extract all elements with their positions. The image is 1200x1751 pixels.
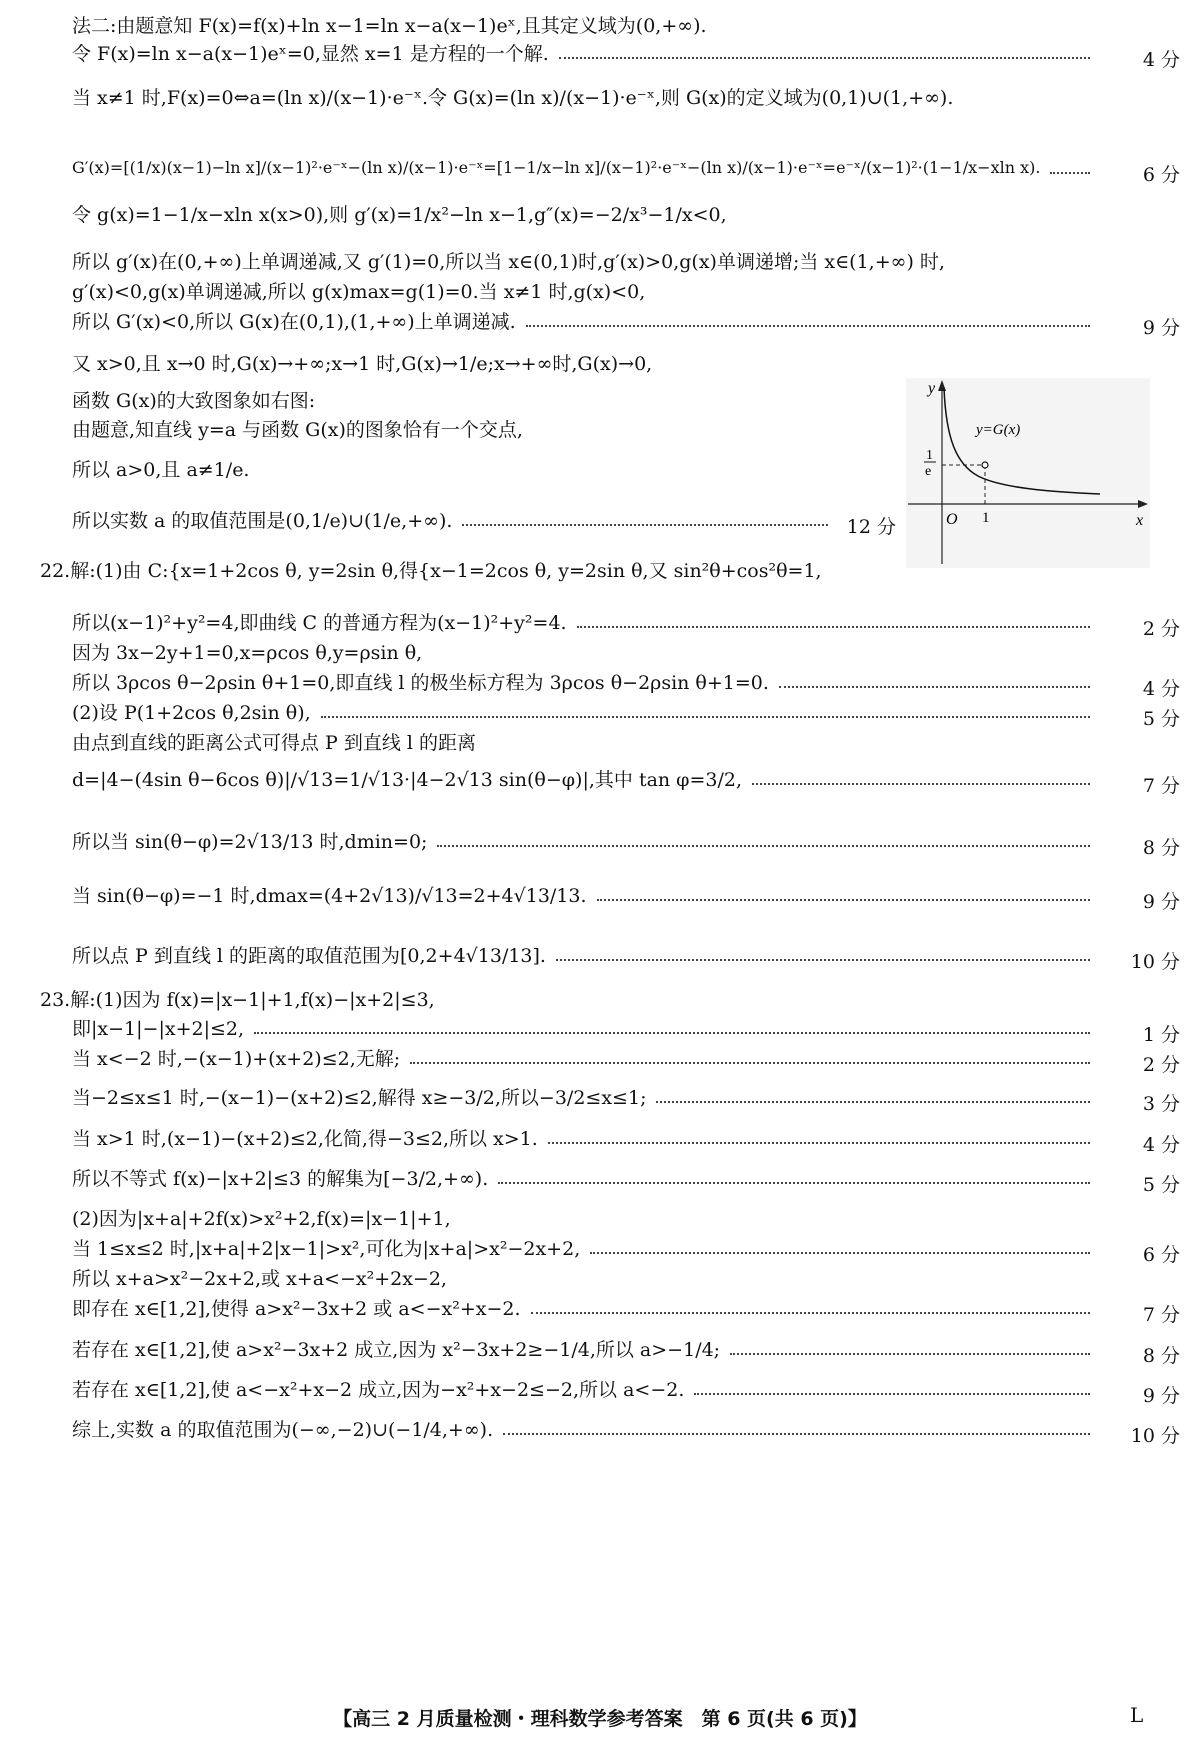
answer-line: 当 x≠1 时,F(x)=0⇔a=(ln x)/(x−1)·e⁻ˣ.令 G(x)=(ln x)/(x−1)·e⁻ˣ,则 G(x)的定义域为(0,1)∪(1,+∞).	[72, 87, 954, 109]
answer-line: 22.解:(1)由 C:{x=1+2cos θ, y=2sin θ,得{x−1=2cos θ, y=2sin θ,又 sin²θ+cos²θ=1,	[40, 560, 822, 582]
score-mark: 9 分	[1142, 891, 1180, 913]
answer-line: 所以 g′(x)在(0,+∞)上单调递减,又 g′(1)=0,所以当 x∈(0,1)时,g′(x)>0,g(x)单调递增;当 x∈(1,+∞) 时,	[72, 251, 945, 273]
leader-dots	[1050, 172, 1090, 174]
leader-dots	[548, 1142, 1090, 1144]
answer-line: 所以(x−1)²+y²=4,即曲线 C 的普通方程为(x−1)²+y²=4.	[72, 612, 567, 634]
score-mark: 2 分	[1142, 618, 1180, 640]
answer-line: 当 x>1 时,(x−1)−(x+2)≤2,化简,得−3≤2,所以 x>1.	[72, 1128, 538, 1150]
answer-line: g′(x)<0,g(x)单调递减,所以 g(x)max=g(1)=0.当 x≠1 时,g(x)<0,	[72, 281, 646, 303]
score-mark: 8 分	[1142, 837, 1180, 859]
leader-dots	[559, 57, 1090, 59]
leader-dots	[321, 716, 1090, 718]
x-tick-one: 1	[982, 510, 990, 526]
answer-line: G′(x)=[(1/x)(x−1)−ln x]/(x−1)²·e⁻ˣ−(ln x)/(x−1)·e⁻ˣ=[1−1/x−ln x]/(x−1)²·e⁻ˣ−(ln x)/(x−1)·e⁻ˣ=e⁻ˣ/(x−1)²·(1−1/x−xln x).	[72, 158, 1041, 177]
answer-line: 所以 G′(x)<0,所以 G(x)在(0,1),(1,+∞)上单调递减.	[72, 311, 516, 333]
answer-line: 若存在 x∈[1,2],使 a<−x²+x−2 成立,因为−x²+x−2≤−2,所以 a<−2.	[72, 1379, 685, 1401]
score-mark: 9 分	[1142, 1385, 1180, 1407]
leader-dots	[590, 1252, 1090, 1254]
score-mark: 4 分	[1142, 49, 1180, 71]
score-mark: 10 分	[1130, 951, 1180, 973]
answer-line: 法二:由题意知 F(x)=f(x)+ln x−1=ln x−a(x−1)eˣ,且其定义域为(0,+∞).	[72, 15, 707, 37]
leader-dots	[254, 1032, 1090, 1034]
answer-line: 所以 3ρcos θ−2ρsin θ+1=0,即直线 l 的极坐标方程为 3ρcos θ−2ρsin θ+1=0.	[72, 672, 769, 694]
answer-line: (2)设 P(1+2cos θ,2sin θ),	[72, 702, 311, 724]
score-mark: 7 分	[1142, 775, 1180, 797]
answer-line: 所以 x+a>x²−2x+2,或 x+a<−x²+2x−2,	[72, 1268, 447, 1290]
leader-dots	[597, 899, 1090, 901]
y-axis-label: y	[928, 380, 936, 397]
hollow-point	[982, 462, 988, 468]
page-footer: 【高三 2 月质量检测・理科数学参考答案 第 6 页(共 6 页)】	[333, 1708, 867, 1730]
score-mark: 7 分	[1142, 1304, 1180, 1326]
answer-line: 当 sin(θ−φ)=−1 时,dmax=(4+2√13)/√13=2+4√13/13.	[72, 885, 587, 907]
answer-line: 所以实数 a 的取值范围是(0,1/e)∪(1/e,+∞).	[72, 510, 453, 532]
score-mark: 5 分	[1142, 708, 1180, 730]
leader-dots	[498, 1182, 1090, 1184]
score-mark: 1 分	[1142, 1024, 1180, 1046]
answer-line: d=|4−(4sin θ−6cos θ)|/√13=1/√13·|4−2√13 sin(θ−φ)|,其中 tan φ=3/2,	[72, 769, 743, 791]
y-tick-numerator: 1	[926, 448, 933, 463]
leader-dots	[526, 325, 1090, 327]
leader-dots	[437, 845, 1090, 847]
answer-line: (2)因为|x+a|+2f(x)>x²+2,f(x)=|x−1|+1,	[72, 1208, 451, 1230]
x-axis-label: x	[1136, 512, 1144, 529]
answer-line: 函数 G(x)的大致图象如右图:	[72, 390, 316, 412]
leader-dots	[531, 1312, 1090, 1314]
answer-line: 23.解:(1)因为 f(x)=|x−1|+1,f(x)−|x+2|≤3,	[40, 989, 435, 1011]
answer-line: 又 x>0,且 x→0 时,G(x)→+∞;x→1 时,G(x)→1/e;x→+∞时,G(x)→0,	[72, 353, 653, 375]
answer-line: 所以当 sin(θ−φ)=2√13/13 时,dmin=0;	[72, 831, 428, 853]
answer-line: 所以点 P 到直线 l 的距离的取值范围为[0,2+4√13/13].	[72, 945, 546, 967]
curve-label: y=G(x)	[976, 422, 1021, 438]
leader-dots	[730, 1353, 1090, 1355]
answer-line: 所以不等式 f(x)−|x+2|≤3 的解集为[−3/2,+∞).	[72, 1168, 489, 1190]
leader-dots	[462, 524, 828, 526]
answer-line: 令 g(x)=1−1/x−xln x(x>0),则 g′(x)=1/x²−ln x−1,g″(x)=−2/x³−1/x<0,	[72, 204, 727, 226]
answer-line: 所以 a>0,且 a≠1/e.	[72, 459, 250, 481]
leader-dots	[656, 1101, 1090, 1103]
origin-label: O	[946, 511, 958, 528]
answer-line: 当 1≤x≤2 时,|x+a|+2|x−1|>x²,可化为|x+a|>x²−2x+2,	[72, 1238, 581, 1260]
leader-dots	[779, 686, 1090, 688]
answer-line: 因为 3x−2y+1=0,x=ρcos θ,y=ρsin θ,	[72, 642, 423, 664]
score-mark: 6 分	[1142, 164, 1180, 186]
answer-line: 令 F(x)=ln x−a(x−1)eˣ=0,显然 x=1 是方程的一个解.	[72, 43, 549, 65]
score-mark: 8 分	[1142, 1345, 1180, 1367]
score-mark: 5 分	[1142, 1174, 1180, 1196]
answer-line: 综上,实数 a 的取值范围为(−∞,−2)∪(−1/4,+∞).	[72, 1419, 494, 1441]
answer-line: 若存在 x∈[1,2],使 a>x²−3x+2 成立,因为 x²−3x+2≥−1/4,所以 a>−1/4;	[72, 1339, 721, 1361]
leader-dots	[752, 783, 1090, 785]
score-mark: 12 分	[846, 516, 896, 538]
leader-dots	[556, 959, 1090, 961]
answer-line: 当 x<−2 时,−(x−1)+(x+2)≤2,无解;	[72, 1048, 401, 1070]
score-mark: 6 分	[1142, 1244, 1180, 1266]
y-tick-denominator: e	[925, 464, 932, 479]
answer-line: 即存在 x∈[1,2],使得 a>x²−3x+2 或 a<−x²+x−2.	[72, 1298, 521, 1320]
leader-dots	[694, 1393, 1090, 1395]
score-mark: 10 分	[1130, 1425, 1180, 1447]
answer-line: 由点到直线的距离公式可得点 P 到直线 l 的距离	[72, 732, 477, 754]
leader-dots	[503, 1433, 1090, 1435]
function-graph	[906, 378, 1150, 568]
answer-line: 当−2≤x≤1 时,−(x−1)−(x+2)≤2,解得 x≥−3/2,所以−3/2≤x≤1;	[72, 1087, 647, 1109]
score-mark: 4 分	[1142, 1134, 1180, 1156]
answer-line: 由题意,知直线 y=a 与函数 G(x)的图象恰有一个交点,	[72, 419, 523, 441]
score-mark: 9 分	[1142, 317, 1180, 339]
leader-dots	[577, 626, 1090, 628]
answer-line: 即|x−1|−|x+2|≤2,	[72, 1018, 245, 1040]
leader-dots	[410, 1062, 1090, 1064]
score-mark: 3 分	[1142, 1093, 1180, 1115]
score-mark: 4 分	[1142, 678, 1180, 700]
score-mark: 2 分	[1142, 1054, 1180, 1076]
corner-mark: L	[1130, 1703, 1144, 1727]
